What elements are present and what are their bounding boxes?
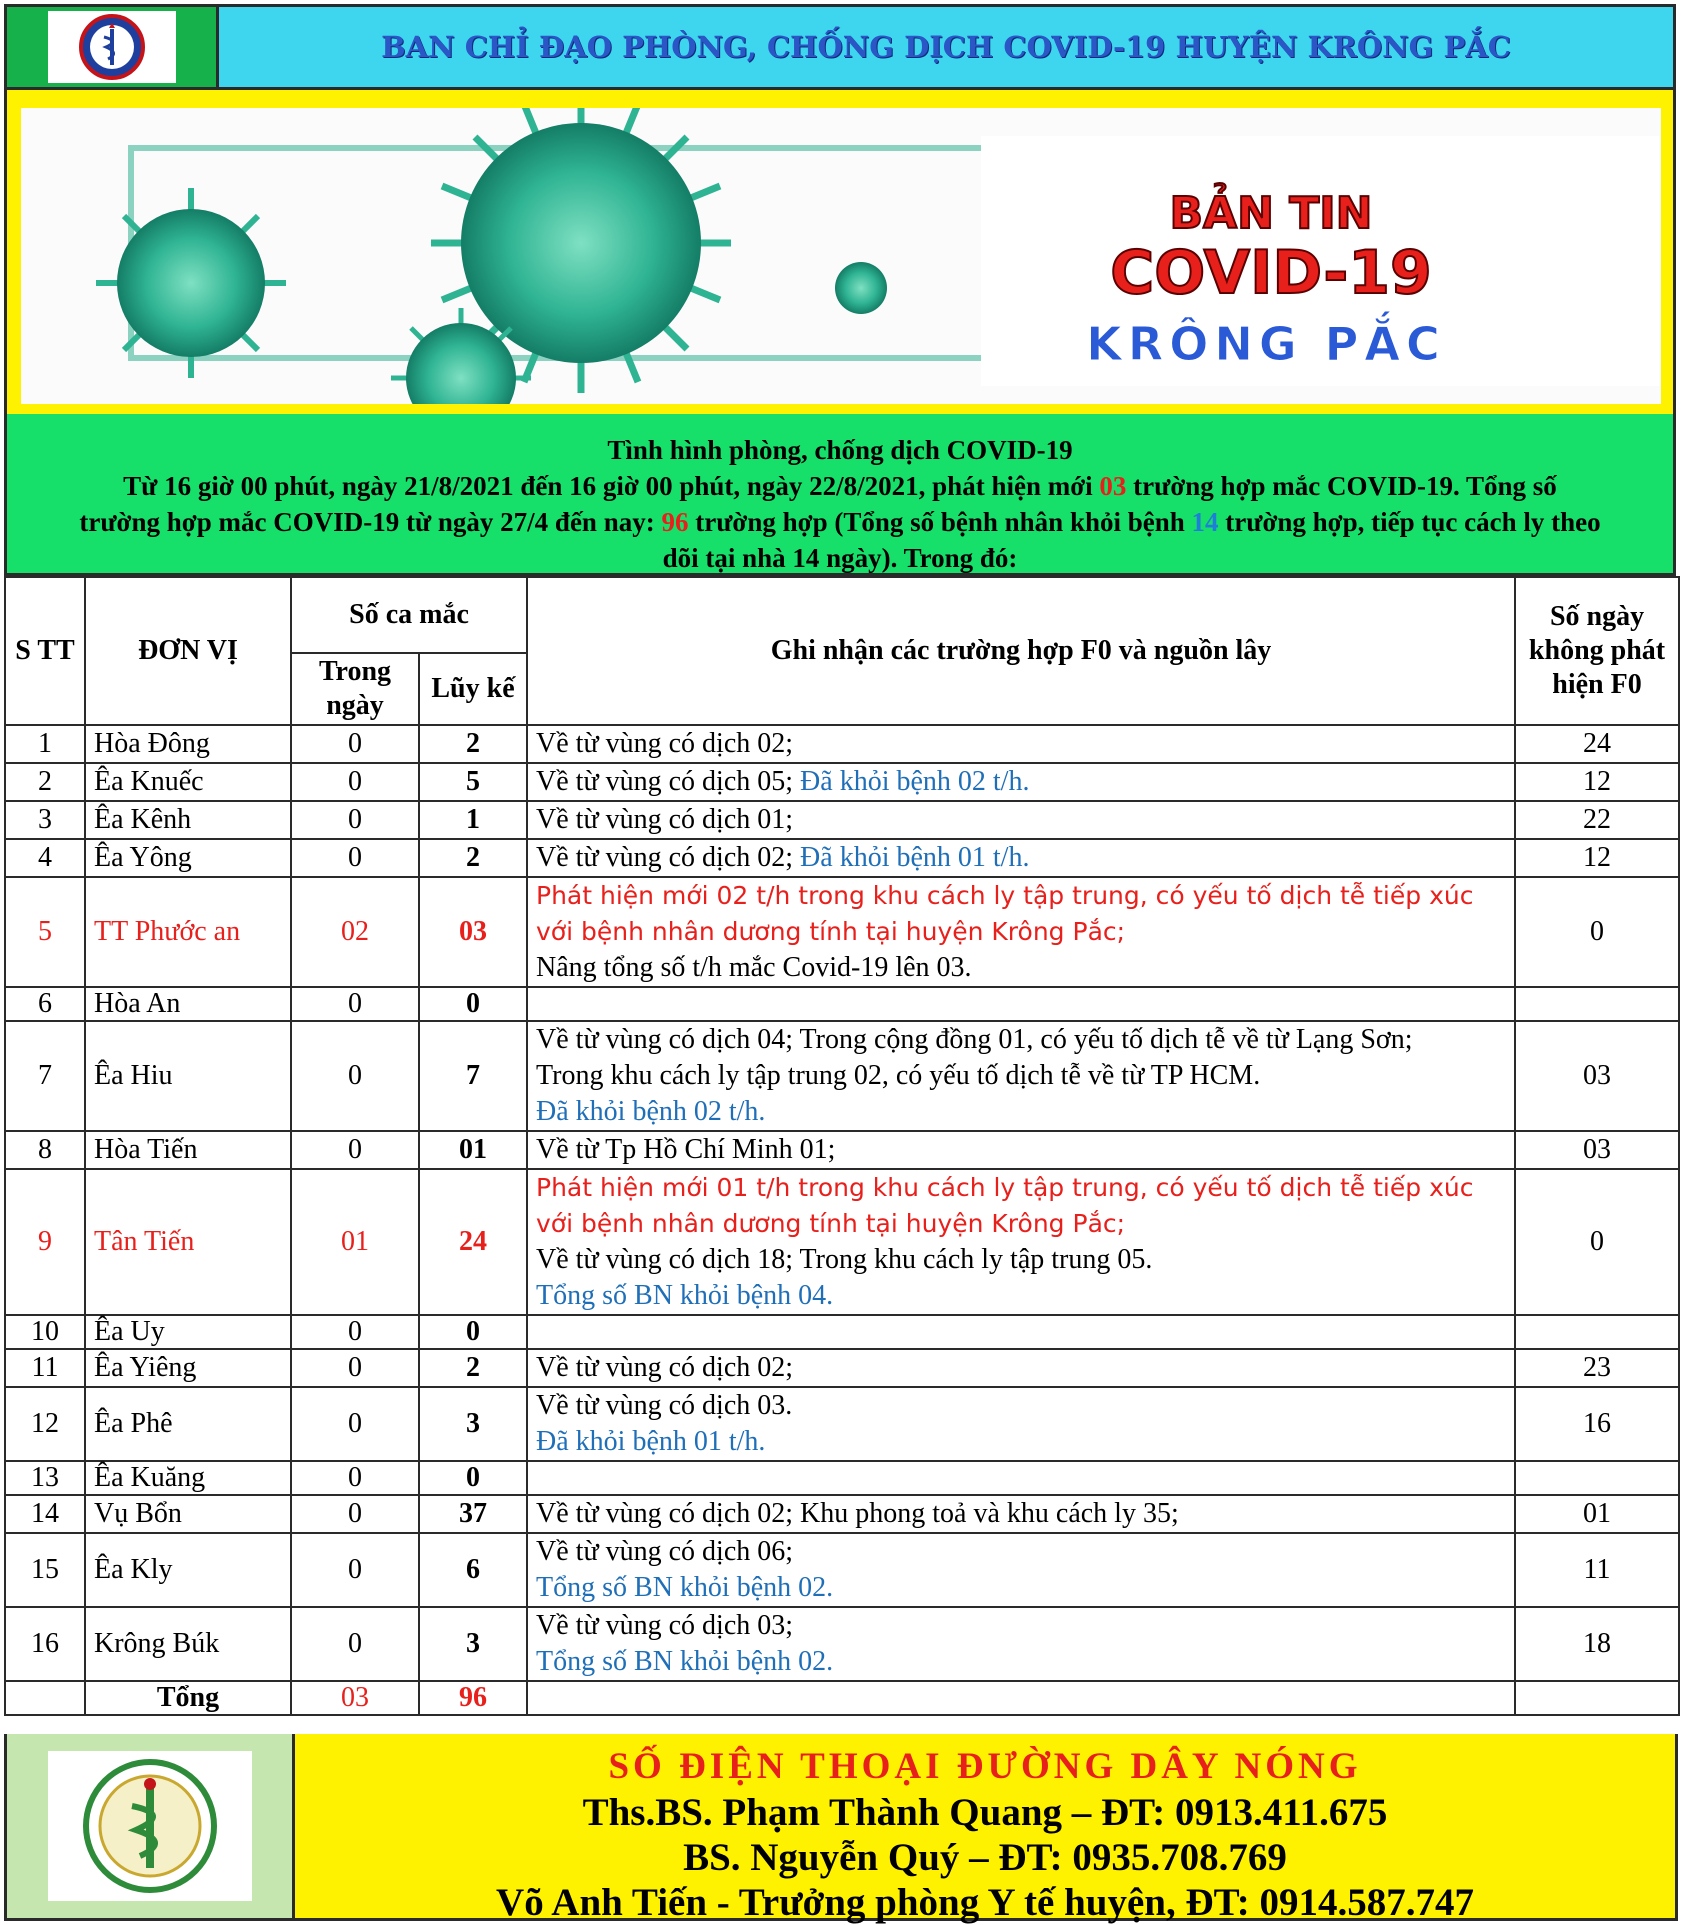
row-today: 0 <box>291 1349 419 1387</box>
note-line <box>536 1388 1506 1424</box>
row-notes <box>527 1315 1515 1349</box>
row-cumulative: 5 <box>419 763 527 801</box>
note-line <box>536 726 1506 762</box>
row-days-without-f0: 0 <box>1515 877 1679 987</box>
table-row <box>5 725 1679 763</box>
row-notes <box>527 1349 1515 1387</box>
hotline-contact-3: Võ Anh Tiến - Trưởng phòng Y tế huyện, ĐT: 0914.587.747 <box>496 1881 1474 1924</box>
note-line <box>536 950 1506 986</box>
note-text: Về từ vùng có dịch 02; <box>536 1352 794 1383</box>
row-unit: Tân Tiến <box>85 1169 291 1315</box>
recovered-count: 14 <box>1191 507 1219 537</box>
table-row <box>5 763 1679 801</box>
row-days-without-f0: 23 <box>1515 1349 1679 1387</box>
row-days-without-f0: 03 <box>1515 1131 1679 1169</box>
table-row <box>5 1533 1679 1607</box>
header-today: Trong ngày <box>291 653 419 725</box>
note-text: Về từ Tp Hồ Chí Minh 01; <box>536 1134 836 1165</box>
banner-line2: COVID-19 <box>1110 238 1432 308</box>
note-text: Tổng số BN khỏi bệnh 02. <box>536 1572 834 1603</box>
ministry-logo <box>48 11 176 83</box>
row-days-without-f0: 12 <box>1515 839 1679 877</box>
note-text: Về từ vùng có dịch 02; <box>536 842 801 873</box>
row-stt: 13 <box>5 1461 85 1495</box>
row-stt: 12 <box>5 1387 85 1461</box>
header-stt: S TT <box>5 577 85 725</box>
row-stt: 14 <box>5 1495 85 1533</box>
row-stt: 4 <box>5 839 85 877</box>
row-notes <box>527 1533 1515 1607</box>
row-unit: Êa Knuếc <box>85 763 291 801</box>
row-stt: 16 <box>5 1607 85 1681</box>
note-line <box>536 878 1506 914</box>
row-days-without-f0: 01 <box>1515 1495 1679 1533</box>
row-unit: TT Phước an <box>85 877 291 987</box>
row-today: 0 <box>291 1387 419 1461</box>
summary-line-1 <box>7 468 1673 504</box>
row-notes <box>527 801 1515 839</box>
hotline-contact-1: Ths.BS. Phạm Thành Quang – ĐT: 0913.411.675 <box>582 1791 1388 1834</box>
row-days-without-f0: 12 <box>1515 763 1679 801</box>
row-notes <box>527 1131 1515 1169</box>
health-department-logo <box>48 1751 252 1901</box>
total-cumulative: 96 <box>419 1681 527 1715</box>
row-unit: Êa Kênh <box>85 801 291 839</box>
header-unit: ĐƠN VỊ <box>85 577 291 725</box>
note-line <box>536 1570 1506 1606</box>
total-days <box>1515 1681 1679 1715</box>
row-stt: 1 <box>5 725 85 763</box>
row-unit: Êa Yiêng <box>85 1349 291 1387</box>
note-line <box>536 802 1506 838</box>
note-line <box>536 1644 1506 1680</box>
row-notes <box>527 1387 1515 1461</box>
row-today: 0 <box>291 1533 419 1607</box>
note-text: Về từ vùng có dịch 03. <box>536 1390 793 1421</box>
row-stt: 5 <box>5 877 85 987</box>
row-stt: 3 <box>5 801 85 839</box>
header-cumulative: Lũy kế <box>419 653 527 725</box>
table-row <box>5 1349 1679 1387</box>
row-unit: Krông Búk <box>85 1607 291 1681</box>
row-notes <box>527 877 1515 987</box>
summary-text: trường hợp (Tổng số bệnh nhân khỏi bệnh <box>688 507 1192 537</box>
table-body <box>5 725 1679 1715</box>
virus-illustration <box>21 108 1661 404</box>
note-line <box>536 1608 1506 1644</box>
note-line <box>536 1206 1506 1242</box>
table-row <box>5 839 1679 877</box>
bulletin-banner <box>4 90 1676 414</box>
note-text: với bệnh nhân dương tính tại huyện Krông Pắc; <box>536 1209 1126 1238</box>
row-notes <box>527 1495 1515 1533</box>
row-today: 0 <box>291 725 419 763</box>
total-today: 03 <box>291 1681 419 1715</box>
note-text: Đã khỏi bệnh 02 t/h. <box>800 766 1030 797</box>
header-days: Số ngày không phát hiện F0 <box>1515 577 1679 725</box>
note-text: Tổng số BN khỏi bệnh 02. <box>536 1646 834 1677</box>
note-text: Về từ vùng có dịch 05; <box>536 766 801 797</box>
header-title: BAN CHỈ ĐẠO PHÒNG, CHỐNG DỊCH COVID-19 HUYỆN KRÔNG PẮC <box>381 30 1511 64</box>
row-cumulative: 2 <box>419 725 527 763</box>
note-text: Về từ vùng có dịch 01; <box>536 804 794 835</box>
table-row <box>5 1131 1679 1169</box>
table-row <box>5 801 1679 839</box>
row-notes <box>527 1021 1515 1131</box>
row-notes <box>527 987 1515 1021</box>
table-row <box>5 987 1679 1021</box>
header-logo-panel <box>7 7 219 87</box>
row-days-without-f0 <box>1515 1461 1679 1495</box>
row-cumulative: 37 <box>419 1495 527 1533</box>
row-notes <box>527 725 1515 763</box>
footer-logo-panel <box>7 1734 295 1918</box>
note-text: Về từ vùng có dịch 02; Khu phong toả và khu cách ly 35; <box>536 1498 1179 1529</box>
note-line <box>536 1132 1506 1168</box>
row-stt: 10 <box>5 1315 85 1349</box>
note-line <box>536 1058 1506 1094</box>
total-notes <box>527 1681 1515 1715</box>
summary-text: trường hợp mắc COVID-19. Tổng số <box>1126 471 1557 501</box>
row-cumulative: 0 <box>419 1461 527 1495</box>
cases-table <box>4 576 1680 1716</box>
note-line <box>536 914 1506 950</box>
row-cumulative: 3 <box>419 1387 527 1461</box>
row-cumulative: 6 <box>419 1533 527 1607</box>
row-today: 0 <box>291 1495 419 1533</box>
total-row <box>5 1681 1679 1715</box>
row-today: 0 <box>291 1315 419 1349</box>
table-row <box>5 1495 1679 1533</box>
row-days-without-f0: 22 <box>1515 801 1679 839</box>
summary-text: Từ 16 giờ 00 phút, ngày 21/8/2021 đến 16 giờ 00 phút, ngày 22/8/2021, phát hiện mới <box>123 471 1100 501</box>
note-line <box>536 1242 1506 1278</box>
row-cumulative: 1 <box>419 801 527 839</box>
row-cumulative: 2 <box>419 1349 527 1387</box>
row-stt: 6 <box>5 987 85 1021</box>
row-days-without-f0: 24 <box>1515 725 1679 763</box>
note-text: Đã khỏi bệnh 01 t/h. <box>536 1426 766 1457</box>
hotline-info <box>295 1734 1675 1924</box>
row-today: 0 <box>291 801 419 839</box>
total-cases-count: 96 <box>661 507 689 537</box>
caduceus-icon <box>80 1756 220 1896</box>
row-days-without-f0 <box>1515 1315 1679 1349</box>
note-text: Về từ vùng có dịch 18; Trong khu cách ly tập trung 05. <box>536 1244 1153 1275</box>
note-text: Đã khỏi bệnh 01 t/h. <box>800 842 1030 873</box>
row-unit: Hòa An <box>85 987 291 1021</box>
banner-line3: KRÔNG PẮC <box>1086 317 1446 371</box>
row-cumulative: 3 <box>419 1607 527 1681</box>
row-days-without-f0: 18 <box>1515 1607 1679 1681</box>
row-unit: Êa Hiu <box>85 1021 291 1131</box>
row-days-without-f0 <box>1515 987 1679 1021</box>
table-row <box>5 877 1679 987</box>
note-line <box>536 1278 1506 1314</box>
row-unit: Êa Kuăng <box>85 1461 291 1495</box>
row-today: 0 <box>291 1021 419 1131</box>
row-stt: 7 <box>5 1021 85 1131</box>
note-text: Phát hiện mới 01 t/h trong khu cách ly tập trung, có yếu tố dịch tễ tiếp xúc <box>536 1173 1474 1202</box>
row-cumulative: 7 <box>419 1021 527 1131</box>
new-cases-count: 03 <box>1099 471 1127 501</box>
row-unit: Vụ Bổn <box>85 1495 291 1533</box>
row-stt: 11 <box>5 1349 85 1387</box>
row-notes <box>527 1169 1515 1315</box>
summary-line-2 <box>7 504 1673 540</box>
note-line <box>536 1022 1506 1058</box>
row-unit: Êa Phê <box>85 1387 291 1461</box>
row-days-without-f0: 16 <box>1515 1387 1679 1461</box>
row-today: 0 <box>291 839 419 877</box>
row-notes <box>527 839 1515 877</box>
row-days-without-f0: 03 <box>1515 1021 1679 1131</box>
row-unit: Hòa Tiến <box>85 1131 291 1169</box>
note-line <box>536 764 1506 800</box>
table-row <box>5 1387 1679 1461</box>
situation-summary <box>4 414 1676 576</box>
row-today: 0 <box>291 1607 419 1681</box>
note-line <box>536 1424 1506 1460</box>
row-days-without-f0: 0 <box>1515 1169 1679 1315</box>
row-unit: Êa Kly <box>85 1533 291 1607</box>
row-today: 02 <box>291 877 419 987</box>
note-text: Phát hiện mới 02 t/h trong khu cách ly tập trung, có yếu tố dịch tễ tiếp xúc <box>536 881 1474 910</box>
note-text: Tổng số BN khỏi bệnh 04. <box>536 1280 834 1311</box>
row-today: 0 <box>291 763 419 801</box>
note-line <box>536 1094 1506 1130</box>
summary-heading: Tình hình phòng, chống dịch COVID-19 <box>607 435 1073 465</box>
row-stt: 9 <box>5 1169 85 1315</box>
note-line <box>536 1496 1506 1532</box>
row-cumulative: 24 <box>419 1169 527 1315</box>
table-row <box>5 1461 1679 1495</box>
row-notes <box>527 1607 1515 1681</box>
row-unit: Êa Uy <box>85 1315 291 1349</box>
row-cumulative: 0 <box>419 987 527 1021</box>
header-title-panel <box>219 7 1673 87</box>
hotline-title: SỐ ĐIỆN THOẠI ĐƯỜNG DÂY NÓNG <box>608 1746 1362 1787</box>
hotline-footer <box>4 1734 1678 1924</box>
note-text: Trong khu cách ly tập trung 02, có yếu tố dịch tễ về từ TP HCM. <box>536 1060 1261 1091</box>
row-days-without-f0: 11 <box>1515 1533 1679 1607</box>
row-unit: Hòa Đông <box>85 725 291 763</box>
caduceus-icon <box>78 13 146 81</box>
note-text: Đã khỏi bệnh 02 t/h. <box>536 1096 766 1127</box>
note-text: Về từ vùng có dịch 04; Trong cộng đồng 01, có yếu tố dịch tễ về từ Lạng Sơn; <box>536 1024 1413 1055</box>
row-stt: 15 <box>5 1533 85 1607</box>
summary-text: trường hợp, tiếp tục cách ly theo <box>1218 507 1601 537</box>
row-cumulative: 0 <box>419 1315 527 1349</box>
note-text: Nâng tổng số t/h mắc Covid-19 lên 03. <box>536 952 972 983</box>
header-cases: Số ca mắc <box>291 577 527 653</box>
table-row <box>5 1607 1679 1681</box>
table-row <box>5 1315 1679 1349</box>
note-text: Về từ vùng có dịch 03; <box>536 1610 794 1641</box>
row-today: 01 <box>291 1169 419 1315</box>
row-cumulative: 2 <box>419 839 527 877</box>
row-cumulative: 01 <box>419 1131 527 1169</box>
banner-line1: BẢN TIN <box>1169 188 1373 239</box>
row-notes <box>527 1461 1515 1495</box>
note-line <box>536 1534 1506 1570</box>
table-row <box>5 1021 1679 1131</box>
row-today: 0 <box>291 1131 419 1169</box>
note-text: Về từ vùng có dịch 06; <box>536 1536 794 1567</box>
summary-line-3: dõi tại nhà 14 ngày). Trong đó: <box>662 543 1018 573</box>
note-line <box>536 1170 1506 1206</box>
row-stt: 8 <box>5 1131 85 1169</box>
note-line <box>536 1350 1506 1386</box>
header-notes: Ghi nhận các trường hợp F0 và nguồn lây <box>527 577 1515 725</box>
note-text: với bệnh nhân dương tính tại huyện Krông Pắc; <box>536 917 1126 946</box>
row-cumulative: 03 <box>419 877 527 987</box>
banner-artwork <box>21 108 1661 404</box>
row-unit: Êa Yông <box>85 839 291 877</box>
row-today: 0 <box>291 1461 419 1495</box>
summary-text: trường hợp mắc COVID-19 từ ngày 27/4 đến nay: <box>79 507 662 537</box>
hotline-contact-2: BS. Nguyễn Quý – ĐT: 0935.708.769 <box>683 1836 1287 1879</box>
row-notes <box>527 763 1515 801</box>
note-text: Về từ vùng có dịch 02; <box>536 728 794 759</box>
table-row <box>5 1169 1679 1315</box>
note-line <box>536 840 1506 876</box>
row-stt: 2 <box>5 763 85 801</box>
header-bar <box>4 4 1676 90</box>
total-label: Tổng <box>85 1681 291 1715</box>
total-stt <box>5 1681 85 1715</box>
row-today: 0 <box>291 987 419 1021</box>
